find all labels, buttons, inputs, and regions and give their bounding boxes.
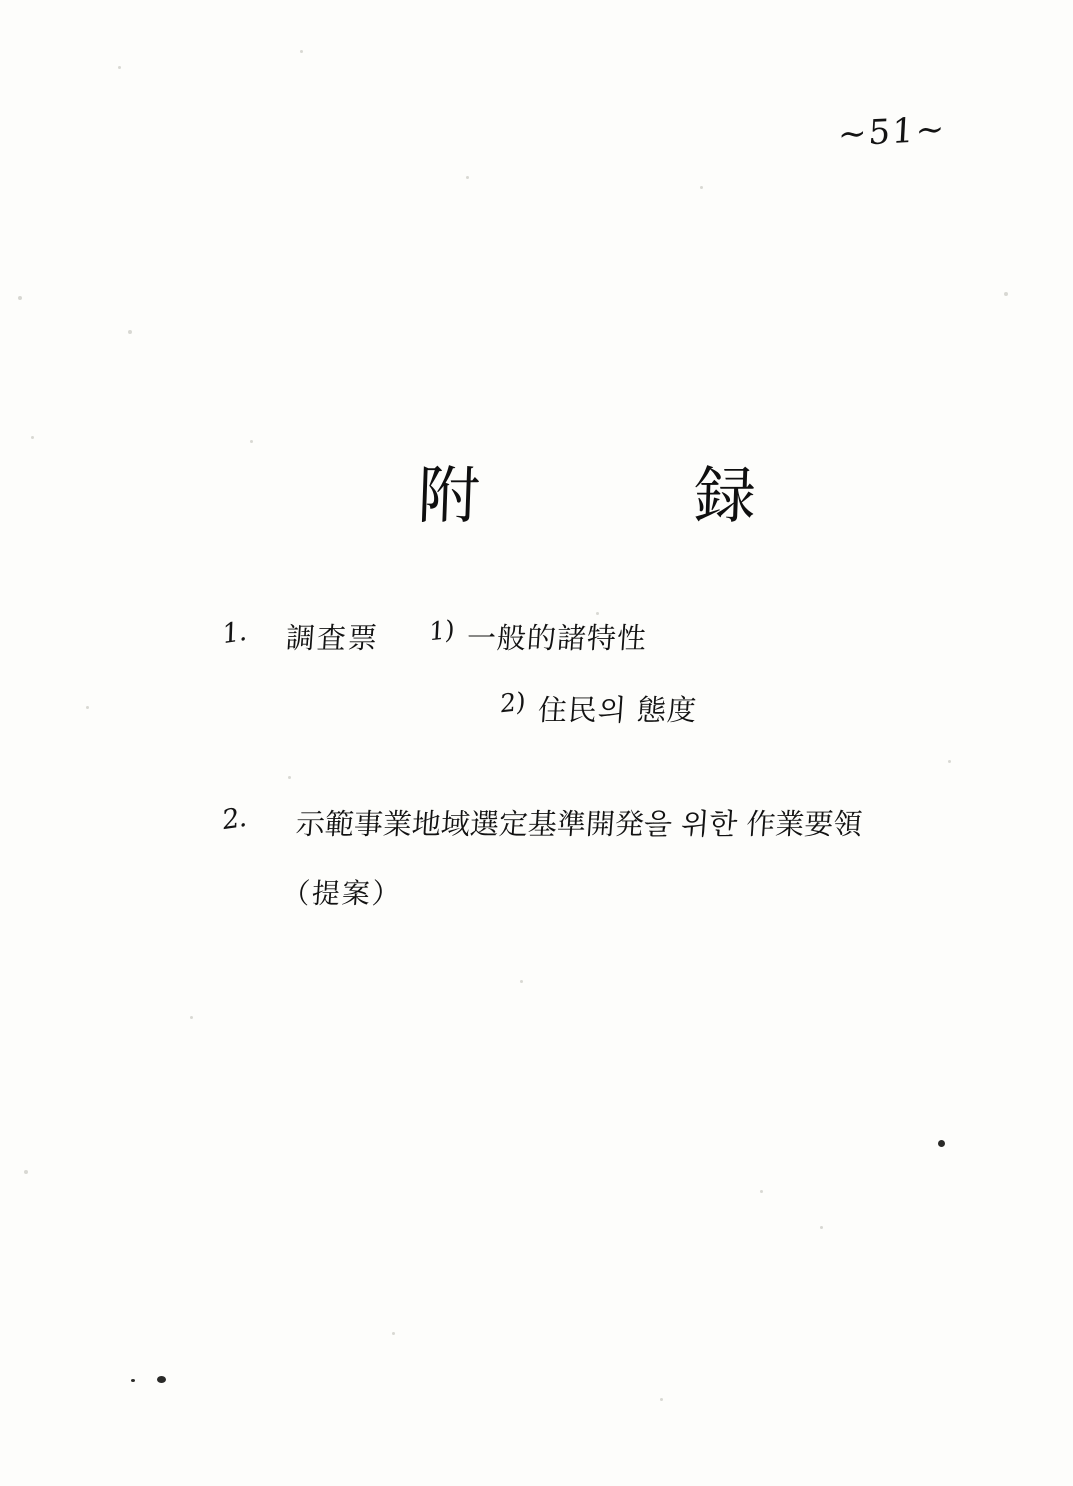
page-title: 附 録: [416, 459, 834, 532]
list-item-label: 示範事業地域選定基準開発을 위한 作業要領: [294, 807, 864, 841]
sub-list-item-number: 2): [499, 686, 527, 719]
list-item-number: 1.: [221, 615, 249, 651]
sub-list-item: [500, 688, 697, 729]
list-item-label: 調査票: [284, 621, 381, 655]
stray-ink-mark: [131, 1379, 135, 1382]
stray-ink-mark: [157, 1376, 166, 1383]
sub-list-item-number: 1): [428, 614, 456, 647]
list-item-continuation-label: （提案）: [280, 877, 404, 910]
sub-list-item-label: 一般的諸特性: [465, 621, 648, 655]
list-item-continuation: [282, 872, 402, 912]
list-item: [222, 616, 647, 657]
sub-list-item-label: 住民의 態度: [536, 693, 698, 727]
stray-ink-mark: [938, 1140, 945, 1147]
sub-list-item: [429, 616, 647, 657]
page-number: ~51~: [837, 109, 948, 155]
list-item-number: 2.: [221, 801, 249, 837]
list-item: [222, 802, 862, 843]
